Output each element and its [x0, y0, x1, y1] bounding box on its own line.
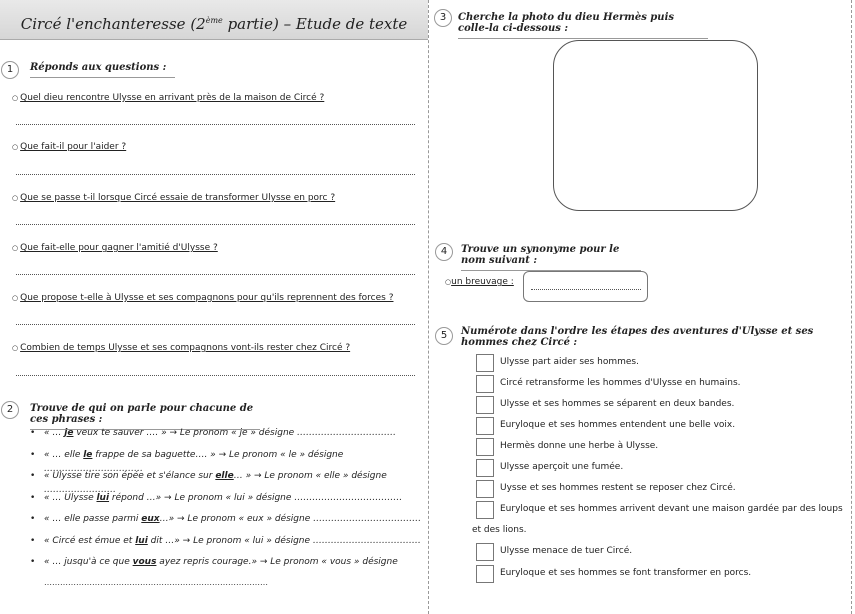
section-1-number: 1: [1, 61, 19, 79]
phrase-item: • « Ulysse tire son épée et s'élance sur elle… » → Le pronom « elle » désigne ……………………: [30, 469, 422, 491]
answer-line-5[interactable]: [16, 324, 415, 325]
step-item: Ulysse aperçoit une fumée.: [476, 461, 846, 473]
section-1-heading: Réponds aux questions :: [30, 62, 175, 78]
phrase-item: • « … Ulysse lui répond …» → Le pronom « lui » désigne ………………………………: [30, 491, 422, 513]
section-3-number: 3: [434, 9, 452, 27]
synonym-answer-line[interactable]: [531, 289, 641, 290]
step-item: Hermès donne une herbe à Ulysse.: [476, 440, 846, 452]
section-4-number: 4: [435, 243, 453, 261]
question-5: ○ Que propose t-elle à Ulysse et ses compagnons pour qu'ils reprennent des forces ?: [12, 293, 394, 303]
step-item: Euryloque et ses hommes se font transformer en porcs.: [476, 567, 846, 579]
step-number-box[interactable]: [476, 396, 494, 414]
phrase-item: • « … je veux te sauver …. » → Le pronom « je » désigne ……………………………: [30, 426, 422, 448]
section-3-heading: Cherche la photo du dieu Hermès puis colle-la ci-dessous :: [458, 12, 708, 39]
section-2-heading: Trouve de qui on parle pour chacune de ces phrases :: [30, 403, 260, 430]
section-4-heading: Trouve un synonyme pour le nom suivant :: [461, 244, 641, 271]
question-3: ○ Que se passe t-il lorsque Circé essaie de transformer Ulysse en porc ?: [12, 193, 336, 203]
section-2-number: 2: [1, 401, 19, 419]
photo-placeholder[interactable]: [553, 40, 758, 211]
phrase-list: [30, 426, 422, 577]
step-number-box[interactable]: [476, 543, 494, 561]
synonym-answer-box[interactable]: [523, 271, 648, 302]
phrase-item: • « … jusqu'à ce que vous ayez repris courage.» → Le pronom « vous » désigne: [30, 555, 422, 577]
phrase-item: • « … elle passe parmi eux…» → Le pronom « eux » désigne ………………………………: [30, 512, 422, 534]
question-6: ○ Combien de temps Ulysse et ses compagnons vont-ils rester chez Circé ?: [12, 343, 351, 353]
step-item: Circé retransforme les hommes d'Ulysse en humains.: [476, 377, 846, 389]
step-item: Ulysse menace de tuer Circé.: [476, 545, 846, 557]
answer-line-4[interactable]: [16, 274, 415, 275]
step-number-box[interactable]: [476, 417, 494, 435]
answer-line-3[interactable]: [16, 224, 415, 225]
section-5-number: 5: [435, 327, 453, 345]
question-2: ○ Que fait-il pour l'aider ?: [12, 142, 127, 152]
step-number-box[interactable]: [476, 565, 494, 583]
step-number-box[interactable]: [476, 438, 494, 456]
section-5-heading: Numérote dans l'ordre les étapes des aventures d'Ulysse et ses hommes chez Circé :: [461, 326, 814, 348]
step-item: Ulysse part aider ses hommes.: [476, 356, 846, 368]
step-item: Uysse et ses hommes restent se reposer chez Circé.: [476, 482, 846, 494]
step-item: Euryloque et ses hommes entendent une belle voix.: [476, 419, 846, 431]
question-1: ○ Quel dieu rencontre Ulysse en arrivant près de la maison de Circé ?: [12, 93, 325, 103]
page-title: Circé l'enchanteresse (2ème partie) – Etude de texte: [0, 0, 428, 40]
right-border: [851, 0, 852, 614]
step-item: Ulysse et ses hommes se séparent en deux bandes.: [476, 398, 846, 410]
step-number-box[interactable]: [476, 375, 494, 393]
synonym-term: ○un breuvage :: [445, 277, 514, 287]
phrase-7-answer-line[interactable]: …………………………………………………………………………: [44, 578, 268, 587]
step-number-box[interactable]: [476, 480, 494, 498]
column-divider: [428, 0, 429, 614]
answer-line-1[interactable]: [16, 124, 415, 125]
step-number-box[interactable]: [476, 354, 494, 372]
answer-line-2[interactable]: [16, 174, 415, 175]
step-number-box[interactable]: [476, 501, 494, 519]
answer-line-6[interactable]: [16, 375, 415, 376]
question-4: ○ Que fait-elle pour gagner l'amitié d'Ulysse ?: [12, 243, 218, 253]
step-number-box[interactable]: [476, 459, 494, 477]
phrase-item: • « … elle le frappe de sa baguette…. » → Le pronom « le » désigne ……………………………: [30, 448, 422, 470]
phrase-item: • « Circé est émue et lui dit …» → Le pronom « lui » désigne ………………………………: [30, 534, 422, 556]
step-item: Euryloque et ses hommes arrivent devant une maison gardée par des loups et des lions.: [472, 503, 844, 541]
